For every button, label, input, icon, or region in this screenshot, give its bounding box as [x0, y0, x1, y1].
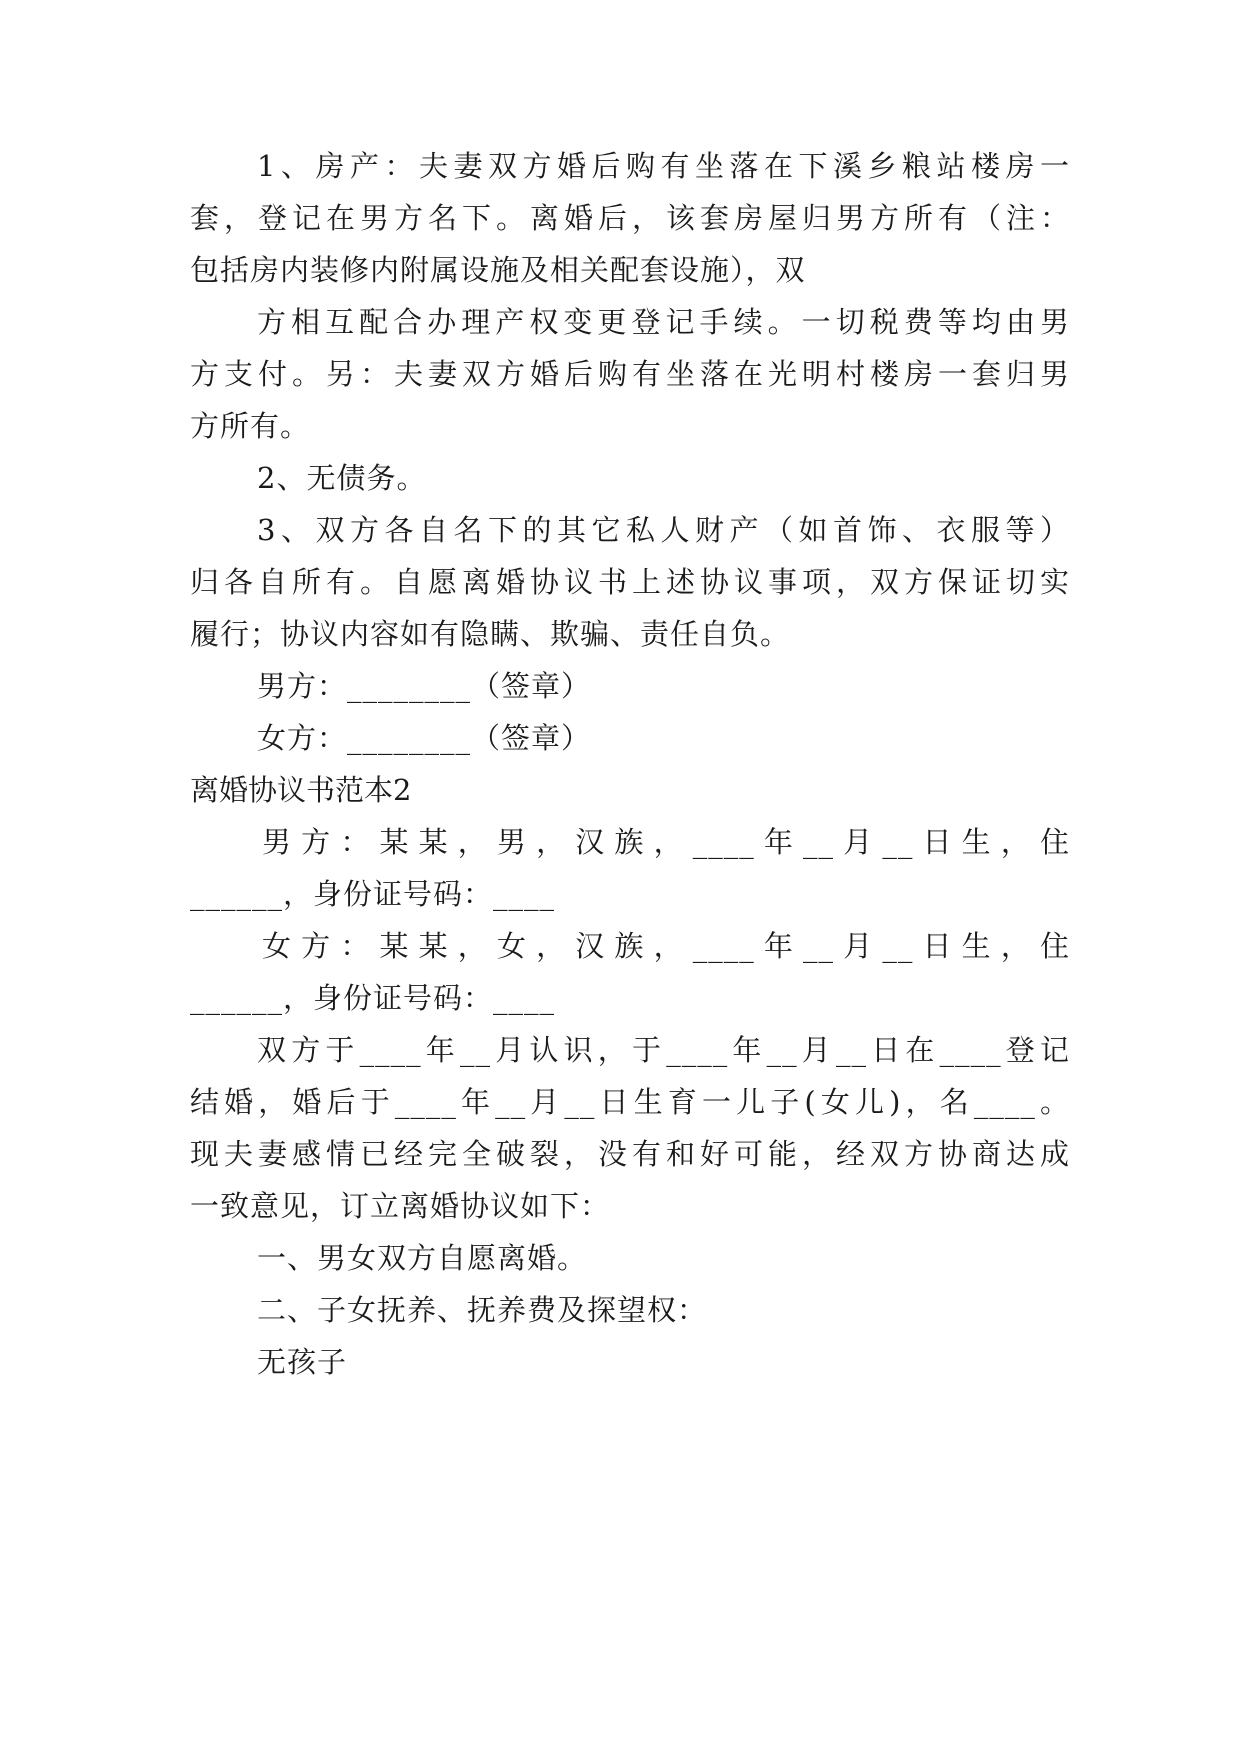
female-info-line-2: ______，身份证号码：____ [190, 981, 556, 1015]
para-transfer-line-2: 方支付。另：夫妻双方婚后购有坐落在光明村楼房一套归男 [190, 357, 1070, 391]
para-transfer-line-1: 方相互配合办理产权变更登记手续。一切税费等均由男 [257, 305, 1070, 339]
para-assets-line-2: 归各自所有。自愿离婚协议书上述协议事项，双方保证切实 [190, 565, 1070, 599]
para-assets-line-1: 3、双方各自名下的其它私人财产（如首饰、衣服等） [257, 513, 1070, 547]
para-property-line-2: 套，登记在男方名下。离婚后，该套房屋归男方所有（注： [190, 201, 1070, 235]
para-assets-line-3: 履行；协议内容如有隐瞒、欺骗、责任自负。 [190, 617, 791, 651]
clause-two-detail: 无孩子 [257, 1345, 348, 1379]
female-info-line-1: 女方：某某，女，汉族，____年__月__日生，住 [262, 929, 1070, 963]
marriage-para-line-2: 结婚，婚后于____年__月__日生育一儿子(女儿)，名____。 [190, 1085, 1070, 1119]
signature-male: 男方：________（签章） [257, 669, 592, 703]
para-transfer-line-3: 方所有。 [190, 409, 311, 443]
male-info-line-1: 男方：某某，男，汉族，____年__月__日生，住 [262, 825, 1070, 859]
signature-female: 女方：________（签章） [257, 721, 592, 755]
marriage-para-line-4: 一致意见，订立离婚协议如下： [190, 1189, 611, 1223]
clause-two: 二、子女抚养、抚养费及探望权： [257, 1293, 708, 1327]
marriage-para-line-1: 双方于____年__月认识，于____年__月__日在____登记 [257, 1033, 1070, 1067]
para-property-line-1: 1、房产：夫妻双方婚后购有坐落在下溪乡粮站楼房一 [257, 149, 1070, 183]
male-info-line-2: ______，身份证号码：____ [190, 877, 556, 911]
para-property-line-3: 包括房内装修内附属设施及相关配套设施），双 [190, 253, 806, 287]
marriage-para-line-3: 现夫妻感情已经完全破裂，没有和好可能，经双方协商达成 [190, 1137, 1070, 1171]
section-title: 离婚协议书范本2 [190, 773, 412, 807]
clause-one: 一、男女双方自愿离婚。 [257, 1241, 588, 1275]
para-debt: 2、无债务。 [257, 461, 427, 495]
